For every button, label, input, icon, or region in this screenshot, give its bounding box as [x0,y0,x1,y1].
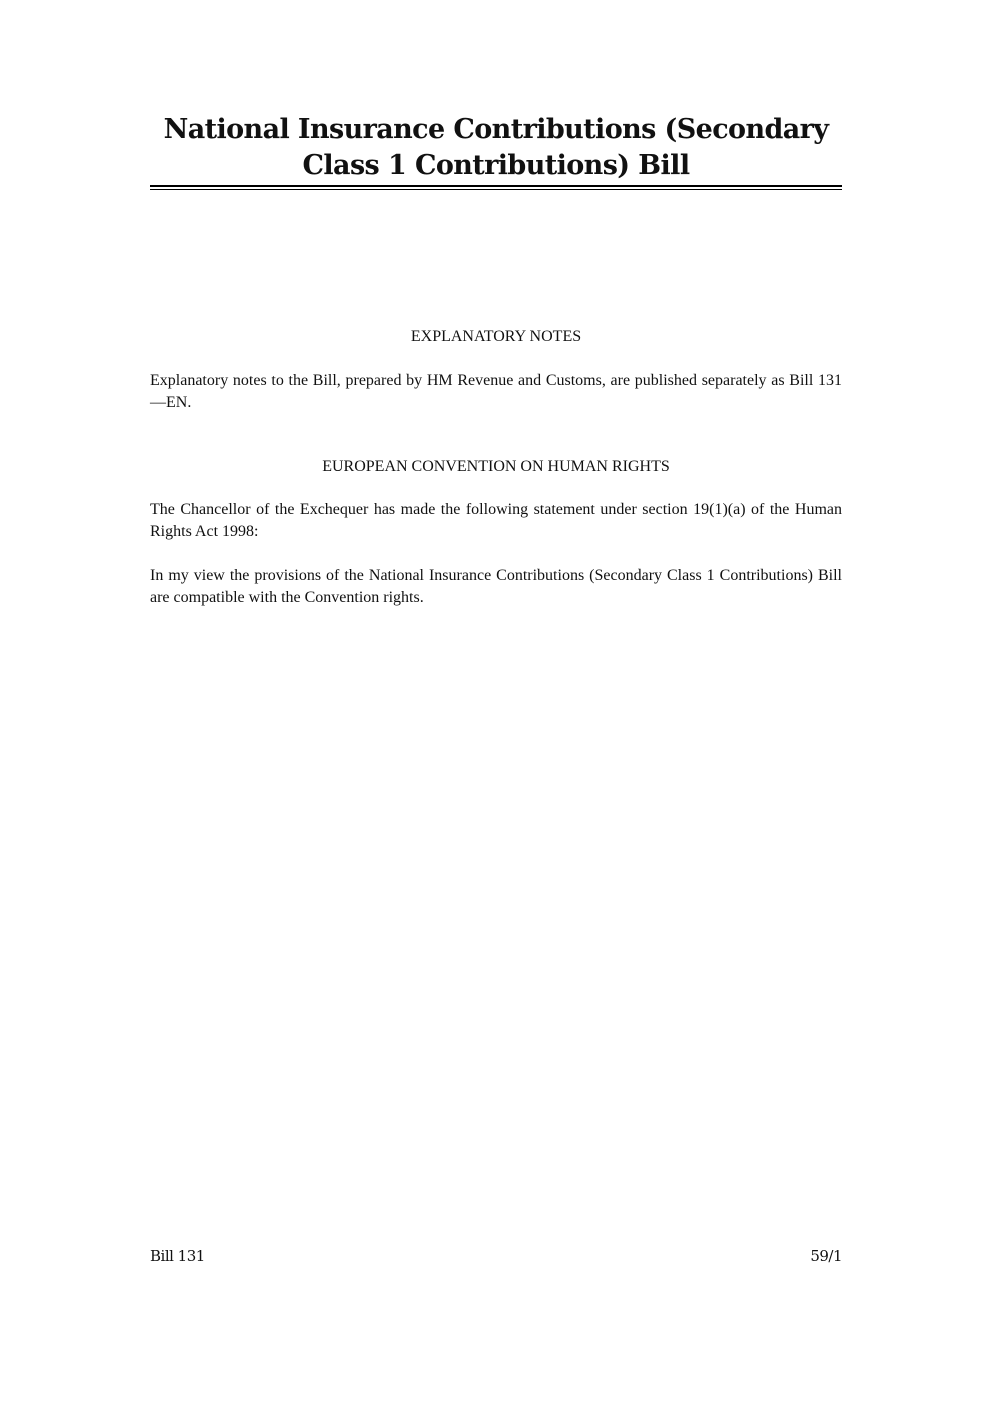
bill-number: Bill 131 [150,1247,205,1265]
echr-heading: EUROPEAN CONVENTION ON HUMAN RIGHTS [322,458,670,475]
page-footer [150,1247,842,1265]
page-reference: 59/1 [810,1247,842,1265]
title-double-rule [150,185,842,190]
explanatory-notes-heading: EXPLANATORY NOTES [410,328,582,345]
bill-title: National Insurance Contributions (Secondary Class 1 Contributions) Bill [163,114,829,181]
echr-compatibility-statement: In my view the provisions of the National Insurance Contributions (Secondary Class 1 Contributions) Bill are compatible with the Convention rights. [150,567,842,606]
explanatory-notes-paragraph: Explanatory notes to the Bill, prepared by HM Revenue and Customs, are published separately as Bill 131—EN. [150,372,842,411]
echr-statement-intro: The Chancellor of the Exchequer has made the following statement under section 19(1)(a) of the Human Rights Act 1998: [150,501,842,540]
